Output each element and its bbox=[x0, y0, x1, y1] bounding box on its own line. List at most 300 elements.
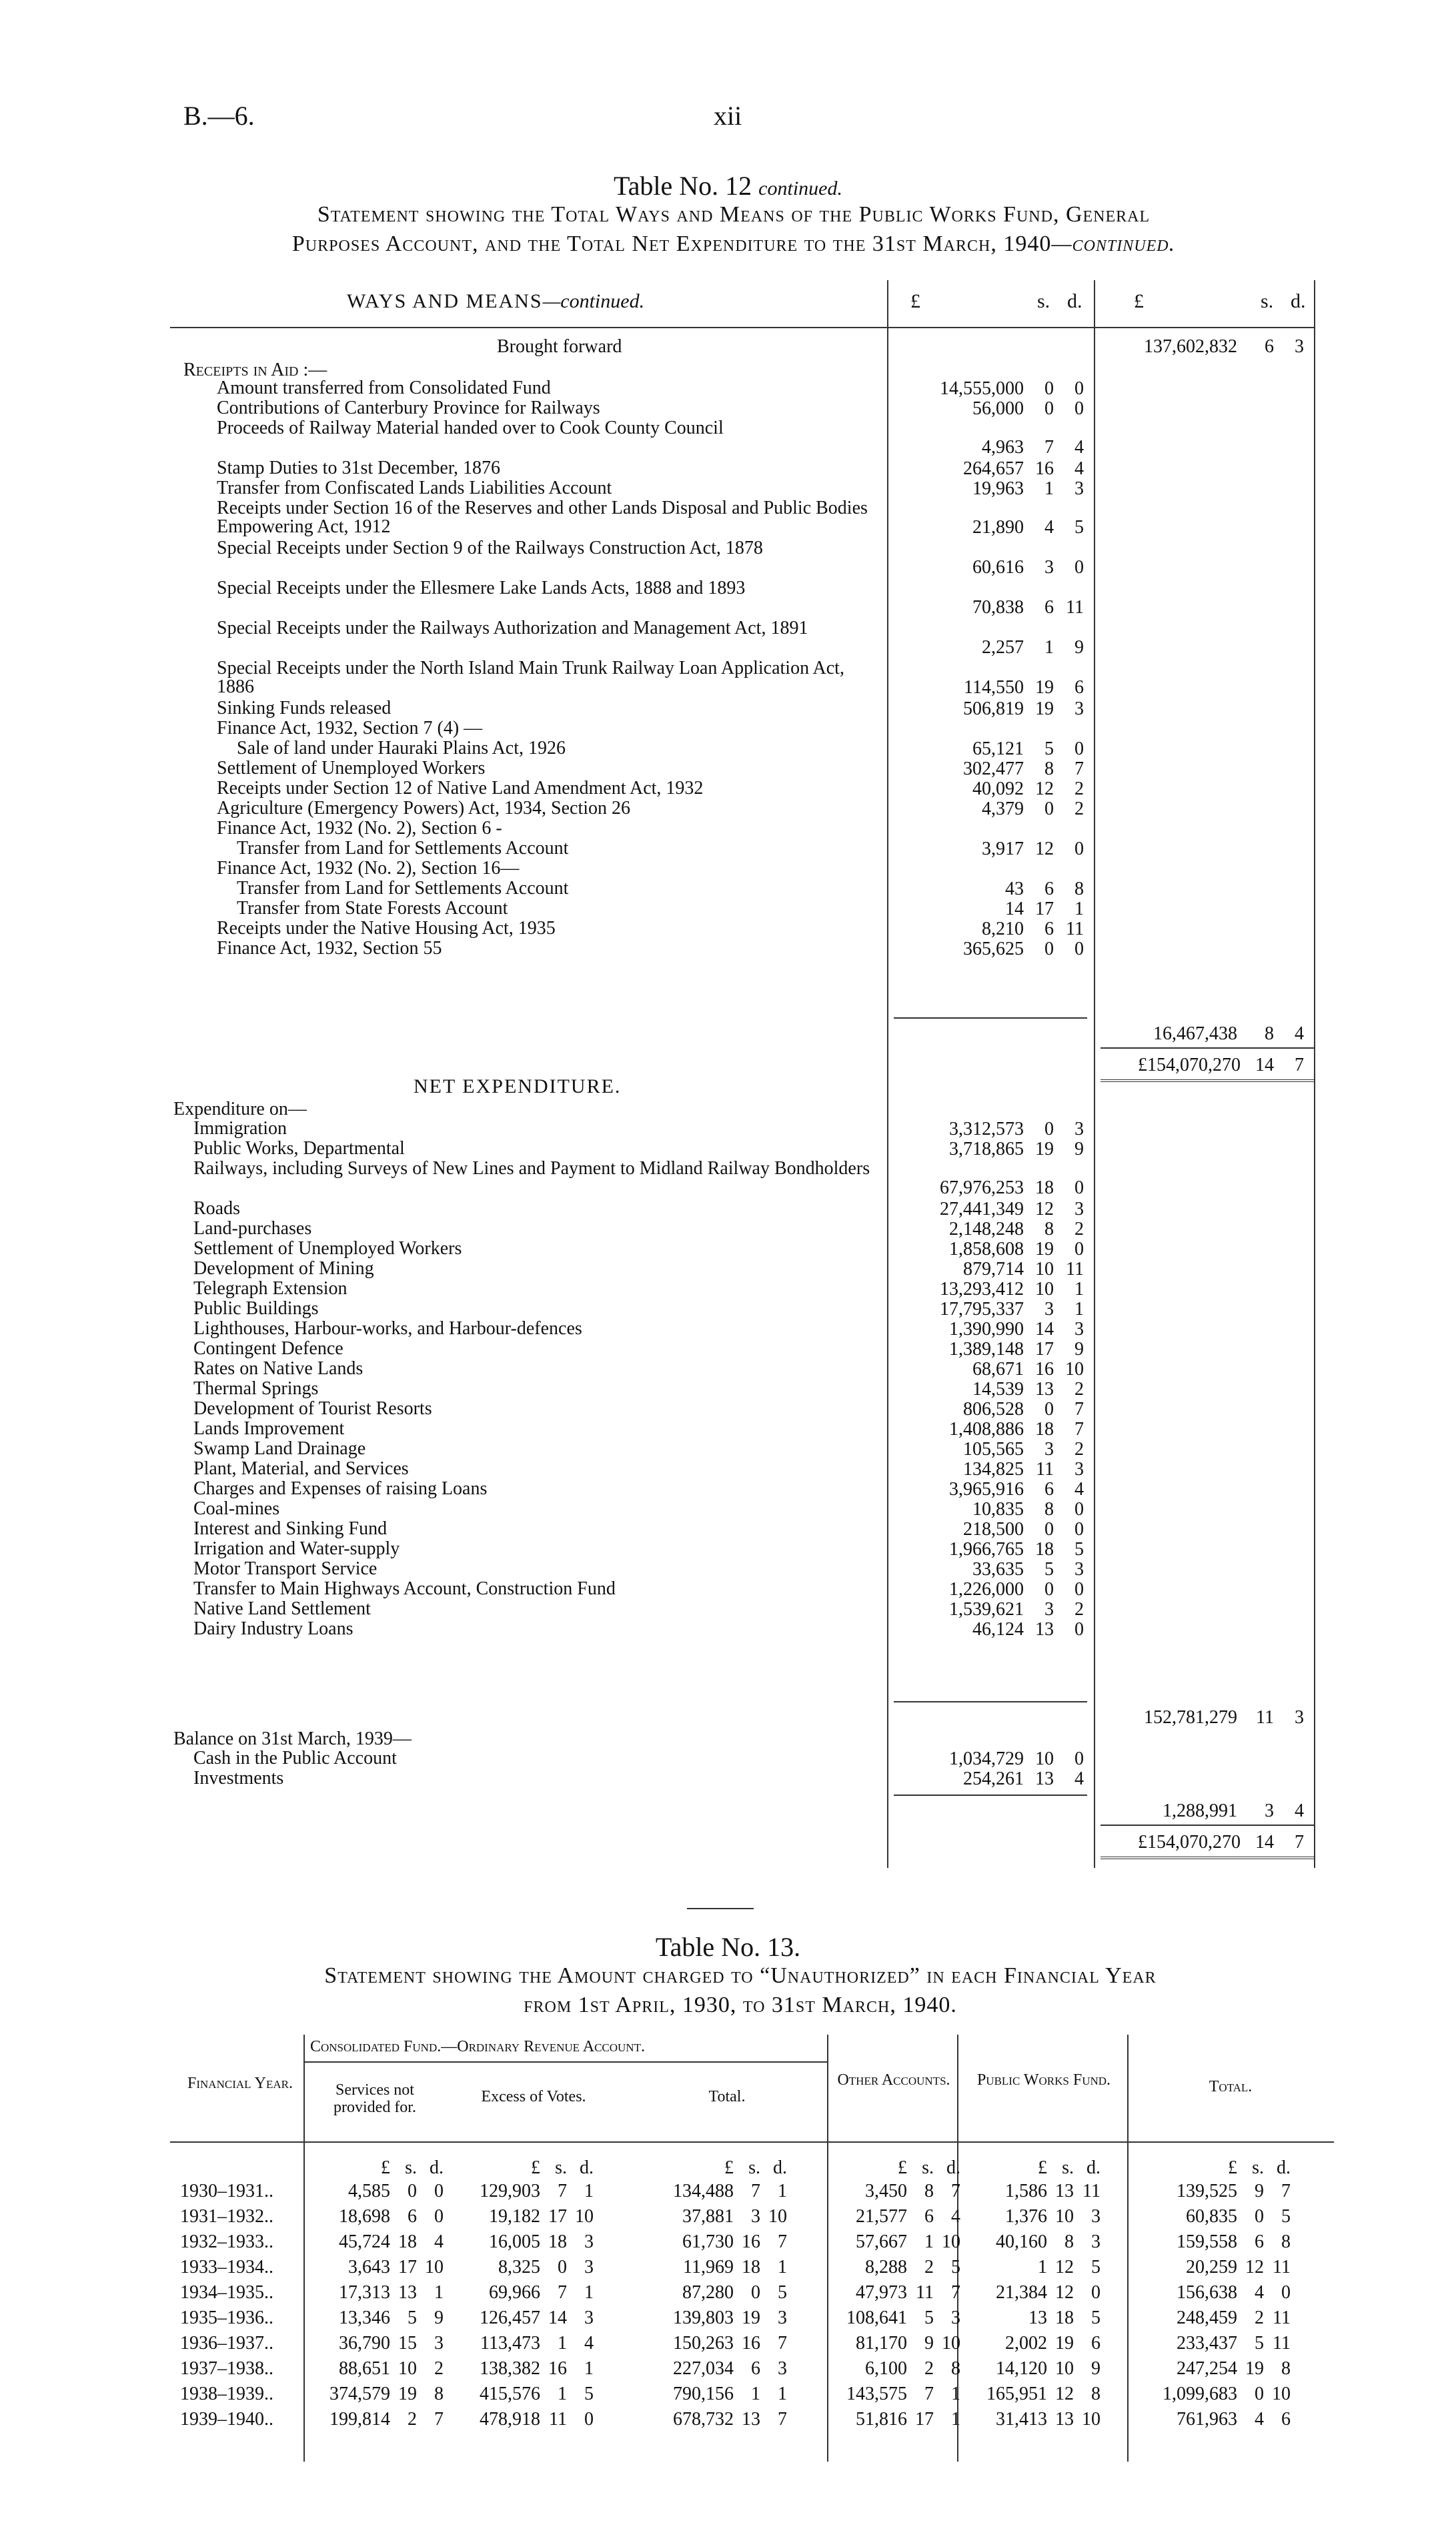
t13-cell-pence: 10 bbox=[942, 2231, 960, 2252]
item-pounds: 1,226,000 bbox=[949, 1579, 1024, 1600]
t13-cell-pounds: 2,002 bbox=[1005, 2333, 1047, 2354]
item-shillings: 5 bbox=[1044, 738, 1054, 759]
item-label: Swamp Land Drainage bbox=[193, 1438, 366, 1459]
item-label: Proceeds of Railway Material handed over to Cook County Council bbox=[217, 418, 724, 438]
t13-cell-shillings: 19 bbox=[1245, 2358, 1264, 2379]
item-label: Charges and Expenses of raising Loans bbox=[193, 1478, 488, 1499]
item-label: Transfer from Confiscated Lands Liabilities Account bbox=[217, 478, 612, 498]
item-pounds: 879,714 bbox=[963, 1259, 1024, 1280]
t13-cell-pounds: 374,579 bbox=[329, 2384, 390, 2404]
t13-cell-pence: 5 bbox=[1281, 2206, 1291, 2227]
item-pence: 1 bbox=[1074, 899, 1084, 919]
item-pounds: 1,408,886 bbox=[949, 1419, 1024, 1440]
t13-cell-shillings: 19 bbox=[1055, 2333, 1074, 2354]
t13-cell-pounds: 139,803 bbox=[673, 2308, 734, 2328]
receipts-total: 16,467,438 bbox=[1153, 1023, 1237, 1044]
item-pence: 11 bbox=[1066, 919, 1084, 939]
item-label: Amount transferred from Consolidated Fund bbox=[217, 378, 551, 398]
t13-cell-pounds: 87,280 bbox=[682, 2282, 734, 2303]
item-pounds: 56,000 bbox=[972, 398, 1024, 419]
item-label: Special Receipts under the North Island Main Trunk Railway Loan Application Act, 1886 bbox=[217, 658, 844, 697]
t13-cell-pounds: 81,170 bbox=[856, 2333, 907, 2354]
t13-head-public-works: Public Works Fund. bbox=[976, 2071, 1111, 2089]
item-label: Contingent Defence bbox=[193, 1338, 343, 1359]
net-expenditure-heading: NET EXPENDITURE. bbox=[414, 1075, 622, 1097]
item-pence: 0 bbox=[1074, 1748, 1084, 1769]
item-label: Public Buildings bbox=[193, 1298, 319, 1319]
t13-row-year: 1930–1931.. bbox=[180, 2181, 273, 2201]
t13-cell-shillings: 1 bbox=[924, 2231, 934, 2252]
item-pounds: 1,390,990 bbox=[949, 1319, 1024, 1340]
item-pence: 11 bbox=[1066, 597, 1084, 618]
item-label: Investments bbox=[193, 1768, 284, 1789]
item-label: Motor Transport Service bbox=[193, 1558, 378, 1579]
t13-cell-pence: 5 bbox=[1091, 2257, 1101, 2277]
receipts-total-s: 8 bbox=[1265, 1023, 1274, 1044]
item-pence: 2 bbox=[1074, 799, 1084, 819]
item-shillings: 6 bbox=[1044, 879, 1054, 899]
item-pence: 0 bbox=[1074, 1239, 1084, 1259]
item-pence: 4 bbox=[1074, 437, 1084, 458]
item-label: Transfer to Main Highways Account, Construction Fund bbox=[193, 1578, 616, 1599]
item-pence: 4 bbox=[1074, 1768, 1084, 1789]
item-shillings: 16 bbox=[1035, 1359, 1054, 1380]
t13-cell-pence: 0 bbox=[434, 2181, 444, 2201]
page-number: xii bbox=[714, 101, 742, 131]
t13-cell-pounds: 415,576 bbox=[480, 2384, 540, 2404]
t13-row-year: 1938–1939.. bbox=[180, 2384, 273, 2404]
t13-cell-pounds: 60,835 bbox=[1186, 2206, 1237, 2227]
t13-cell-shillings: 11 bbox=[549, 2409, 567, 2430]
t13-cell-pounds: 113,473 bbox=[480, 2333, 540, 2354]
item-pounds: 114,550 bbox=[964, 677, 1024, 698]
t13-cell-pounds: 6,100 bbox=[865, 2358, 907, 2379]
t13-cell-pence: 1 bbox=[778, 2384, 787, 2404]
t13-cell-pence: 8 bbox=[1281, 2358, 1291, 2379]
t13-unit-s: s. bbox=[922, 2157, 934, 2178]
t13-cell-pounds: 1,376 bbox=[1005, 2206, 1047, 2227]
t13-cell-pence: 0 bbox=[1091, 2282, 1101, 2303]
t13-cell-pounds: 199,814 bbox=[329, 2409, 390, 2430]
item-pounds: 3,965,916 bbox=[949, 1479, 1024, 1500]
t13-unit-s: s. bbox=[405, 2157, 417, 2178]
t13-cell-shillings: 12 bbox=[1245, 2257, 1264, 2277]
t13-cell-pence: 1 bbox=[584, 2181, 594, 2201]
t13-cell-pounds: 36,790 bbox=[339, 2333, 390, 2354]
t13-cell-pence: 1 bbox=[951, 2409, 960, 2430]
item-label: Immigration bbox=[193, 1118, 287, 1139]
item-pence: 0 bbox=[1074, 1519, 1084, 1540]
item-label: Finance Act, 1932, Section 7 (4) — bbox=[217, 718, 483, 738]
t13-cell-pounds: 69,966 bbox=[489, 2282, 540, 2303]
item-label: Railways, including Surveys of New Lines and Payment to Midland Railway Bondholders bbox=[193, 1158, 870, 1179]
t13-cell-shillings: 16 bbox=[742, 2333, 760, 2354]
table12-subtitle bbox=[160, 200, 1307, 259]
t13-row-year: 1937–1938.. bbox=[180, 2358, 273, 2379]
item-shillings: 0 bbox=[1044, 1579, 1054, 1600]
item-pounds: 33,635 bbox=[972, 1559, 1024, 1580]
t13-cell-pounds: 139,525 bbox=[1177, 2181, 1237, 2201]
t13-cell-pounds: 8,325 bbox=[498, 2257, 540, 2277]
receipts-total-rule bbox=[1101, 1047, 1314, 1049]
receipts-heading: Receipts in Aid :— bbox=[183, 360, 327, 380]
t13-cell-shillings: 13 bbox=[398, 2282, 417, 2303]
t13-unit-d: d. bbox=[773, 2157, 787, 2178]
t13-cell-shillings: 2 bbox=[1255, 2308, 1264, 2328]
item-label: Telegraph Extension bbox=[193, 1278, 347, 1299]
t13-cell-shillings: 8 bbox=[1064, 2231, 1074, 2252]
t13-cell-pounds: 134,488 bbox=[673, 2181, 734, 2201]
t13-cell-shillings: 11 bbox=[916, 2282, 934, 2303]
item-pence: 2 bbox=[1074, 779, 1084, 799]
t13-row-year: 1936–1937.. bbox=[180, 2333, 273, 2354]
item-shillings: 0 bbox=[1044, 799, 1054, 819]
t13-cell-pence: 3 bbox=[951, 2308, 960, 2328]
t13-cell-shillings: 18 bbox=[1055, 2308, 1074, 2328]
t13-cell-shillings: 18 bbox=[398, 2231, 417, 2252]
item-shillings: 8 bbox=[1044, 1219, 1054, 1239]
t13-cell-pounds: 247,254 bbox=[1177, 2358, 1237, 2379]
t13-unit-d: d. bbox=[946, 2157, 960, 2178]
item-shillings: 10 bbox=[1035, 1279, 1054, 1300]
t13-cell-shillings: 2 bbox=[408, 2409, 417, 2430]
item-pounds: 2,257 bbox=[982, 637, 1024, 658]
t13-cell-shillings: 0 bbox=[751, 2282, 760, 2303]
t13-cell-pence: 3 bbox=[1091, 2231, 1101, 2252]
t13-cell-pence: 10 bbox=[942, 2333, 960, 2354]
item-shillings: 0 bbox=[1044, 1119, 1054, 1139]
item-pence: 4 bbox=[1074, 1479, 1084, 1500]
t13-cell-pence: 11 bbox=[1273, 2257, 1291, 2277]
item-pounds: 134,825 bbox=[963, 1459, 1024, 1480]
item-pence: 0 bbox=[1074, 1177, 1084, 1198]
t13-cell-pounds: 61,730 bbox=[682, 2231, 734, 2252]
t13-cell-shillings: 7 bbox=[924, 2384, 934, 2404]
item-pounds: 506,819 bbox=[963, 698, 1024, 719]
t13-cell-pence: 1 bbox=[778, 2257, 787, 2277]
t13-unit-pound: £ bbox=[1228, 2157, 1237, 2178]
t13-cell-shillings: 5 bbox=[408, 2308, 417, 2328]
t13-cell-pounds: 159,558 bbox=[1177, 2231, 1237, 2252]
item-shillings: 3 bbox=[1044, 1299, 1054, 1320]
item-shillings: 1 bbox=[1044, 637, 1054, 658]
t13-cell-pounds: 165,951 bbox=[986, 2384, 1047, 2404]
t13-head-other: Other Accounts. bbox=[837, 2071, 950, 2089]
t13-unit-s: s. bbox=[555, 2157, 567, 2178]
item-label: Finance Act, 1932 (No. 2), Section 16— bbox=[217, 858, 520, 879]
t13-cell-pence: 3 bbox=[584, 2231, 594, 2252]
item-pounds: 3,718,865 bbox=[949, 1139, 1024, 1159]
t13-cell-shillings: 6 bbox=[1255, 2231, 1264, 2252]
t13-cell-pounds: 45,724 bbox=[339, 2231, 390, 2252]
item-pence: 9 bbox=[1074, 637, 1084, 658]
item-label: Sale of land under Hauraki Plains Act, 1926 bbox=[237, 738, 566, 758]
t13-unit-d: d. bbox=[580, 2157, 594, 2178]
item-pence: 3 bbox=[1074, 1199, 1084, 1219]
t13-cell-shillings: 0 bbox=[1255, 2384, 1264, 2404]
t13-cell-pounds: 14,120 bbox=[996, 2358, 1047, 2379]
t13-head-excess: Excess of Votes. bbox=[481, 2088, 586, 2105]
item-shillings: 18 bbox=[1035, 1419, 1054, 1440]
item-pence: 3 bbox=[1074, 1119, 1084, 1139]
brought-forward-s: 6 bbox=[1265, 336, 1274, 357]
item-pounds: 21,890 bbox=[972, 517, 1024, 538]
t13-cell-pounds: 88,651 bbox=[339, 2358, 390, 2379]
item-pounds: 218,500 bbox=[963, 1519, 1024, 1540]
item-shillings: 0 bbox=[1044, 398, 1054, 419]
item-pence: 5 bbox=[1074, 517, 1084, 538]
item-shillings: 1 bbox=[1044, 478, 1054, 499]
t13-cell-pence: 8 bbox=[1091, 2384, 1101, 2404]
t13-cell-shillings: 10 bbox=[1055, 2358, 1074, 2379]
item-label: Rates on Native Lands bbox=[193, 1358, 363, 1379]
item-shillings: 18 bbox=[1035, 1177, 1054, 1198]
item-pounds: 3,312,573 bbox=[949, 1119, 1024, 1139]
t13-cell-pence: 10 bbox=[1082, 2409, 1101, 2430]
t13-cell-pence: 10 bbox=[768, 2206, 787, 2227]
grand-total-1-rule bbox=[1101, 1079, 1314, 1082]
document-code: B.—6. bbox=[183, 101, 255, 131]
table12-divider-3 bbox=[1314, 280, 1315, 1868]
item-label: Finance Act, 1932 (No. 2), Section 6 - bbox=[217, 818, 502, 839]
table13-subtitle-line2: from 1st April, 1930, to 31st March, 1940. bbox=[524, 1993, 957, 2017]
expenditure-rule bbox=[894, 1701, 1087, 1702]
grand-total-1: £154,070,270 bbox=[1138, 1055, 1241, 1075]
t13-cell-pounds: 227,034 bbox=[673, 2358, 734, 2379]
item-shillings: 3 bbox=[1044, 557, 1054, 578]
receipts-rule bbox=[894, 1017, 1087, 1019]
item-pounds: 4,379 bbox=[982, 799, 1024, 819]
item-label: Stamp Duties to 31st December, 1876 bbox=[217, 458, 501, 478]
item-shillings: 13 bbox=[1035, 1619, 1054, 1640]
t13-head-services: Services not provided for. bbox=[333, 2081, 416, 2116]
t13-unit-d: d. bbox=[430, 2157, 444, 2178]
item-pence: 4 bbox=[1074, 458, 1084, 479]
item-pence: 3 bbox=[1074, 1459, 1084, 1480]
item-label: Special Receipts under Section 9 of the Railways Construction Act, 1878 bbox=[217, 538, 763, 558]
item-shillings: 10 bbox=[1035, 1259, 1054, 1280]
t13-cell-shillings: 7 bbox=[751, 2181, 760, 2201]
item-pounds: 365,625 bbox=[963, 939, 1024, 959]
t13-cell-shillings: 2 bbox=[924, 2257, 934, 2277]
t13-cell-pence: 0 bbox=[1281, 2282, 1291, 2303]
t13-cell-pence: 7 bbox=[951, 2181, 960, 2201]
col-shillings-total: s. bbox=[1261, 290, 1274, 312]
item-pence: 0 bbox=[1074, 557, 1084, 578]
item-pence: 0 bbox=[1074, 738, 1084, 759]
item-label: Sinking Funds released bbox=[217, 698, 392, 718]
item-pounds: 264,657 bbox=[963, 458, 1024, 479]
t13-cell-shillings: 18 bbox=[548, 2231, 567, 2252]
t13-cell-pounds: 18,698 bbox=[339, 2206, 390, 2227]
item-shillings: 19 bbox=[1035, 1239, 1054, 1259]
item-shillings: 16 bbox=[1035, 458, 1054, 479]
t13-cell-shillings: 6 bbox=[408, 2206, 417, 2227]
t13-cell-pence: 11 bbox=[1273, 2333, 1291, 2354]
item-label: Native Land Settlement bbox=[193, 1598, 371, 1619]
t13-cell-shillings: 17 bbox=[915, 2409, 934, 2430]
item-label: Thermal Springs bbox=[193, 1378, 319, 1399]
t13-cell-pounds: 156,638 bbox=[1177, 2282, 1237, 2303]
t13-cell-pounds: 3,450 bbox=[865, 2181, 907, 2201]
t13-cell-pounds: 143,575 bbox=[846, 2384, 907, 2404]
item-shillings: 13 bbox=[1035, 1379, 1054, 1400]
t13-cell-pence: 3 bbox=[584, 2257, 594, 2277]
t13-head-consolidated: Consolidated Fund.—Ordinary Revenue Account. bbox=[310, 2038, 645, 2055]
item-pence: 1 bbox=[1074, 1279, 1084, 1300]
t13-cell-pence: 1 bbox=[584, 2282, 594, 2303]
item-pounds: 1,539,621 bbox=[949, 1599, 1024, 1620]
item-pounds: 806,528 bbox=[963, 1399, 1024, 1420]
item-shillings: 4 bbox=[1044, 517, 1054, 538]
item-pounds: 105,565 bbox=[963, 1439, 1024, 1460]
balance-rule bbox=[894, 1795, 1087, 1796]
t13-cell-shillings: 17 bbox=[398, 2257, 417, 2277]
t13-cell-pounds: 138,382 bbox=[480, 2358, 540, 2379]
item-pence: 7 bbox=[1074, 1399, 1084, 1420]
t13-cell-pence: 4 bbox=[951, 2206, 960, 2227]
t13-cell-shillings: 2 bbox=[924, 2358, 934, 2379]
t13-divider-cf bbox=[827, 2035, 828, 2462]
item-shillings: 6 bbox=[1044, 1479, 1054, 1500]
item-label: Public Works, Departmental bbox=[193, 1138, 405, 1159]
item-shillings: 18 bbox=[1035, 1539, 1054, 1560]
item-pounds: 254,261 bbox=[963, 1768, 1024, 1789]
balance-heading: Balance on 31st March, 1939— bbox=[173, 1728, 412, 1749]
item-label: Lands Improvement bbox=[193, 1418, 345, 1439]
item-shillings: 0 bbox=[1044, 1399, 1054, 1420]
t13-cell-pence: 11 bbox=[1082, 2181, 1101, 2201]
t13-cell-pounds: 17,313 bbox=[339, 2282, 390, 2303]
t13-cell-pounds: 150,263 bbox=[673, 2333, 734, 2354]
t13-cell-shillings: 15 bbox=[398, 2333, 417, 2354]
t13-cell-pounds: 790,156 bbox=[673, 2384, 734, 2404]
t13-cell-shillings: 4 bbox=[1255, 2409, 1264, 2430]
item-pounds: 14 bbox=[1005, 899, 1024, 919]
t13-cell-pounds: 678,732 bbox=[673, 2409, 734, 2430]
item-pence: 2 bbox=[1074, 1439, 1084, 1460]
brought-forward-label: Brought forward bbox=[497, 336, 622, 357]
item-pounds: 3,917 bbox=[982, 839, 1024, 859]
item-shillings: 0 bbox=[1044, 378, 1054, 399]
grand-total-2-rule bbox=[1101, 1857, 1314, 1859]
t13-cell-shillings: 13 bbox=[1055, 2409, 1074, 2430]
item-shillings: 12 bbox=[1035, 779, 1054, 799]
item-label: Plant, Material, and Services bbox=[193, 1458, 409, 1479]
t13-unit-pound: £ bbox=[724, 2157, 734, 2178]
t13-cell-pounds: 21,384 bbox=[996, 2282, 1047, 2303]
item-pounds: 27,441,349 bbox=[940, 1199, 1024, 1219]
table12-subtitle-line2: Purposes Account, and the Total Net Expenditure to the 31st March, 1940—continued. bbox=[291, 231, 1176, 256]
balance-total-d: 4 bbox=[1295, 1801, 1304, 1821]
t13-cell-pounds: 129,903 bbox=[480, 2181, 540, 2201]
item-label: Receipts under Section 12 of Native Land Amendment Act, 1932 bbox=[217, 778, 704, 799]
expenditure-total: 152,781,279 bbox=[1144, 1707, 1237, 1728]
t13-cell-pounds: 8,288 bbox=[865, 2257, 907, 2277]
t13-cell-pounds: 233,437 bbox=[1177, 2333, 1237, 2354]
item-label: Receipts under Section 16 of the Reserves and other Lands Disposal and Public Bodies Empowering Act, 1912 bbox=[217, 498, 868, 537]
item-pounds: 302,477 bbox=[963, 758, 1024, 779]
item-pounds: 17,795,337 bbox=[940, 1299, 1024, 1320]
t13-cell-pounds: 11,969 bbox=[683, 2257, 734, 2277]
item-label: Development of Mining bbox=[193, 1258, 374, 1279]
receipts-total-d: 4 bbox=[1295, 1023, 1304, 1044]
item-shillings: 13 bbox=[1035, 1768, 1054, 1789]
item-pence: 3 bbox=[1074, 1559, 1084, 1580]
item-pence: 3 bbox=[1074, 478, 1084, 499]
item-pounds: 1,966,765 bbox=[949, 1539, 1024, 1560]
item-label: Agriculture (Emergency Powers) Act, 1934, Section 26 bbox=[217, 798, 631, 819]
item-pence: 0 bbox=[1074, 398, 1084, 419]
table12-title-text: Table No. 12 bbox=[614, 171, 752, 201]
table13-subtitle bbox=[167, 1961, 1314, 2020]
t13-cell-shillings: 17 bbox=[548, 2206, 567, 2227]
t13-cell-pence: 7 bbox=[778, 2409, 787, 2430]
item-label: Transfer from Land for Settlements Account bbox=[237, 878, 569, 899]
item-pounds: 19,963 bbox=[972, 478, 1024, 499]
t13-unit-d: d. bbox=[1277, 2157, 1291, 2178]
item-pence: 0 bbox=[1074, 1499, 1084, 1520]
t13-cell-shillings: 19 bbox=[742, 2308, 760, 2328]
item-label: Transfer from State Forests Account bbox=[237, 898, 508, 919]
item-pounds: 67,976,253 bbox=[940, 1177, 1024, 1198]
table12-title-suffix: continued. bbox=[758, 177, 842, 199]
grand-total-2-d: 7 bbox=[1295, 1832, 1304, 1853]
t13-unit-s: s. bbox=[1252, 2157, 1264, 2178]
t13-cell-pence: 7 bbox=[434, 2409, 444, 2430]
table12-header-rule bbox=[170, 327, 1314, 328]
grand-total-2-s: 14 bbox=[1255, 1832, 1274, 1853]
t13-cell-pence: 0 bbox=[434, 2206, 444, 2227]
item-label: Irrigation and Water-supply bbox=[193, 1538, 400, 1559]
item-pounds: 8,210 bbox=[982, 919, 1024, 939]
item-pounds: 4,963 bbox=[982, 437, 1024, 458]
t13-cell-pounds: 57,667 bbox=[856, 2231, 907, 2252]
t13-cell-shillings: 13 bbox=[1055, 2181, 1074, 2201]
t13-cell-pence: 7 bbox=[778, 2231, 787, 2252]
item-pence: 2 bbox=[1074, 1379, 1084, 1400]
grand-total-1-s: 14 bbox=[1255, 1055, 1274, 1075]
t13-cell-pence: 1 bbox=[584, 2358, 594, 2379]
ways-means-heading: WAYS AND MEANS—continued. bbox=[347, 290, 645, 312]
t13-cell-pounds: 13 bbox=[1028, 2308, 1047, 2328]
t13-cell-shillings: 4 bbox=[1255, 2282, 1264, 2303]
item-shillings: 5 bbox=[1044, 1559, 1054, 1580]
item-pounds: 14,539 bbox=[972, 1379, 1024, 1400]
item-label: Cash in the Public Account bbox=[193, 1748, 397, 1768]
t13-cell-shillings: 0 bbox=[408, 2181, 417, 2201]
t13-cell-shillings: 10 bbox=[1055, 2206, 1074, 2227]
t13-cell-pence: 4 bbox=[434, 2231, 444, 2252]
item-pence: 2 bbox=[1074, 1599, 1084, 1620]
item-shillings: 19 bbox=[1035, 698, 1054, 719]
item-pounds: 68,671 bbox=[972, 1359, 1024, 1380]
t13-cell-pounds: 761,963 bbox=[1177, 2409, 1237, 2430]
t13-cell-shillings: 12 bbox=[1055, 2257, 1074, 2277]
t13-unit-pound: £ bbox=[898, 2157, 907, 2178]
item-pence: 7 bbox=[1074, 758, 1084, 779]
t13-cell-pounds: 1,099,683 bbox=[1163, 2384, 1237, 2404]
item-label: Settlement of Unemployed Workers bbox=[193, 1238, 462, 1259]
item-label: Roads bbox=[193, 1198, 240, 1219]
item-label: Transfer from Land for Settlements Account bbox=[237, 838, 569, 859]
t13-cell-pence: 8 bbox=[951, 2358, 960, 2379]
t13-unit-pound: £ bbox=[1038, 2157, 1047, 2178]
item-pounds: 2,148,248 bbox=[949, 1219, 1024, 1239]
item-pounds: 14,555,000 bbox=[940, 378, 1024, 399]
balance-total-rule bbox=[1101, 1825, 1314, 1826]
item-label: Dairy Industry Loans bbox=[193, 1618, 353, 1639]
